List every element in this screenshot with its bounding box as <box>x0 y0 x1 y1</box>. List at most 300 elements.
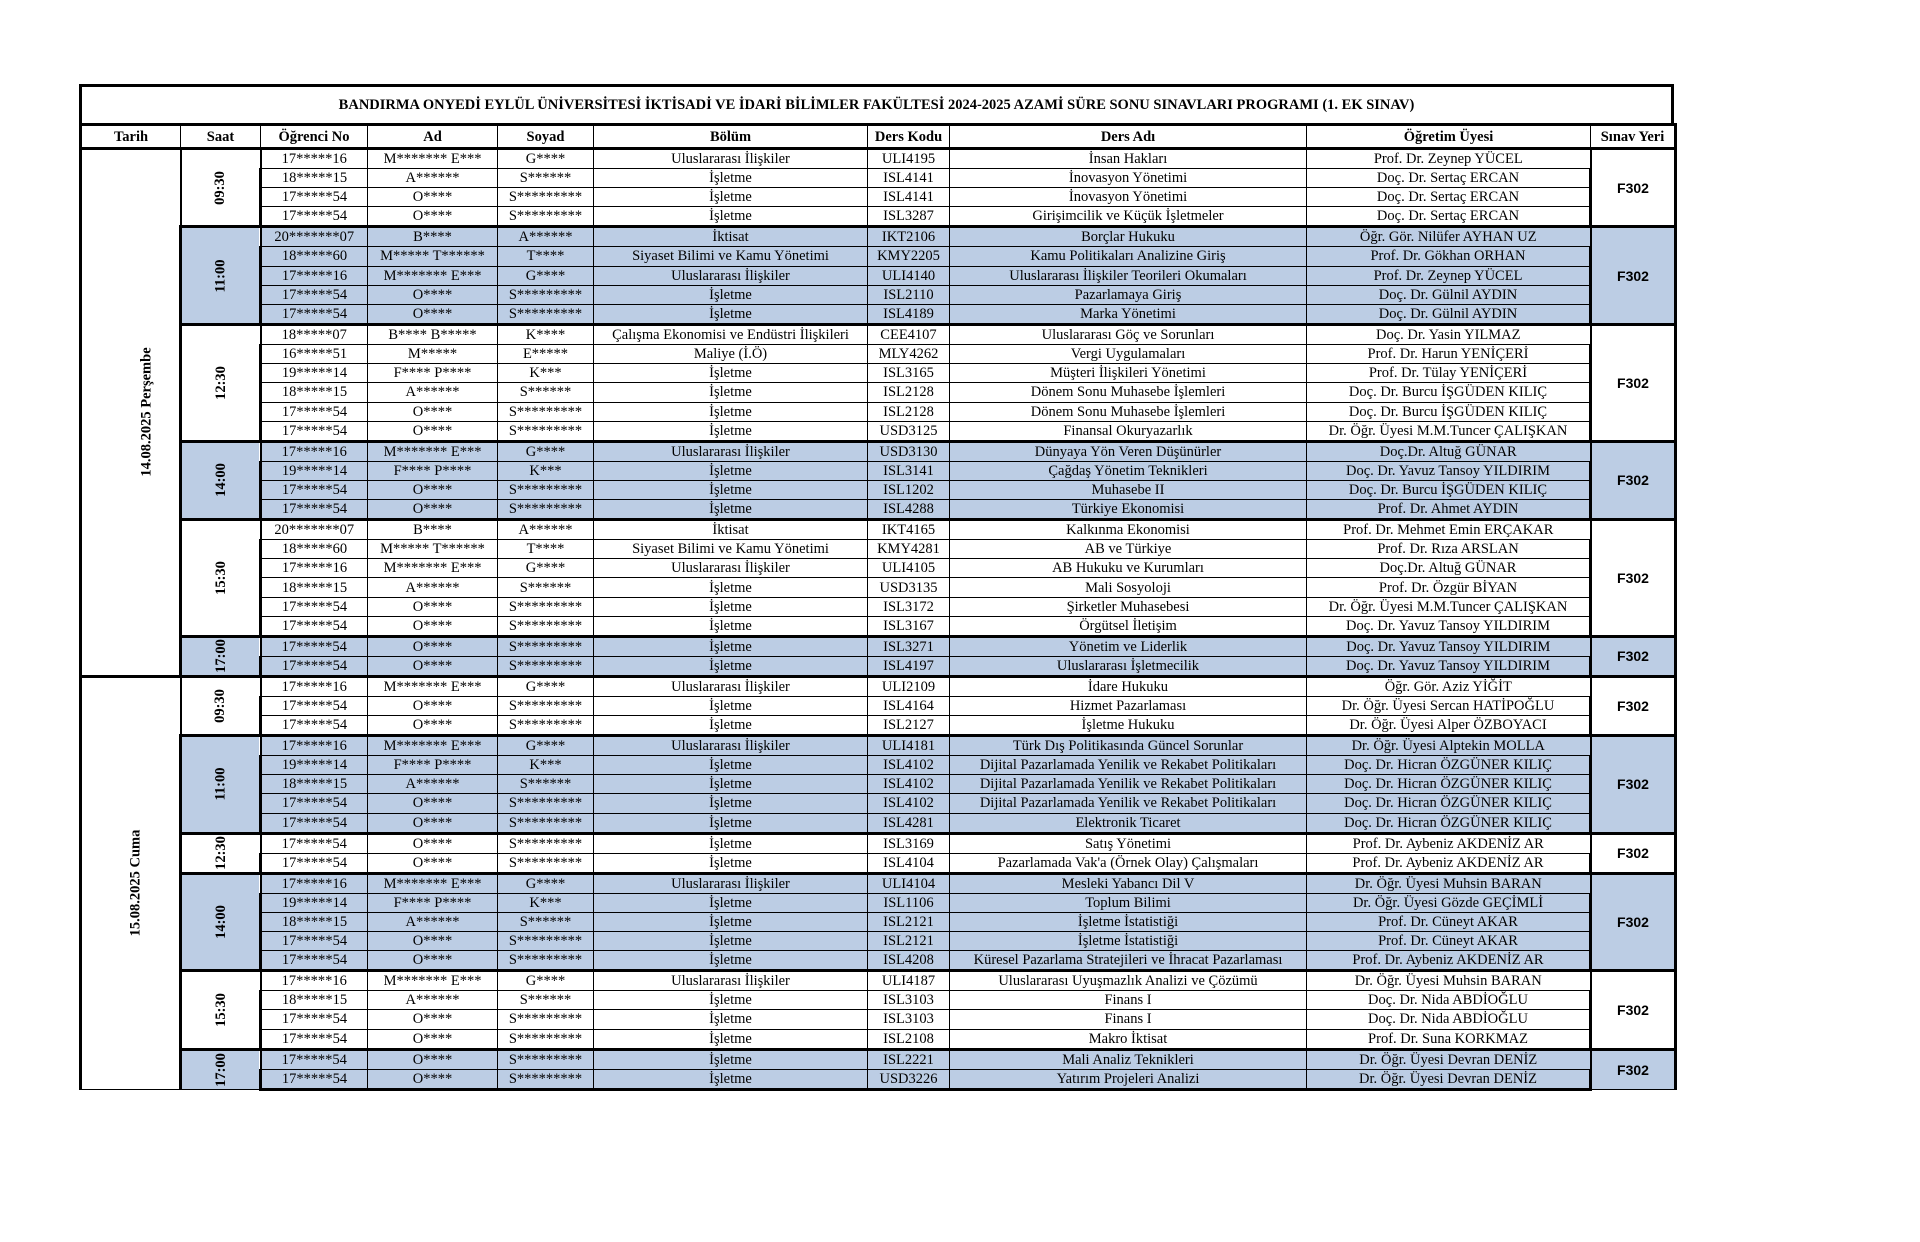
department-cell: İşletme <box>594 383 868 402</box>
document-title: BANDIRMA ONYEDİ EYLÜL ÜNİVERSİTESİ İKTİSADİ VE İDARİ BİLİMLER FAKÜLTESİ 2024-2025 AZAMİ SÜRE SONU SINAVLARI PROGRAMI (1. EK SINAV) <box>79 84 1674 123</box>
last-name-cell: S********* <box>498 421 594 441</box>
last-name-cell: K*** <box>498 461 594 480</box>
first-name-cell: M******* E*** <box>368 559 498 578</box>
time-cell <box>181 971 261 1049</box>
department-cell: İşletme <box>594 285 868 304</box>
last-name-cell: S****** <box>498 578 594 597</box>
instructor-cell: Doç. Dr. Sertaç ERCAN <box>1307 169 1591 188</box>
last-name-cell: S********* <box>498 636 594 656</box>
student-no-cell: 19*****14 <box>261 364 368 383</box>
time-label: 17:00 <box>212 639 229 674</box>
department-cell: İşletme <box>594 775 868 794</box>
instructor-cell: Prof. Dr. Gökhan ORHAN <box>1307 247 1591 266</box>
header-row <box>81 125 1676 149</box>
department-cell: Uluslararası İlişkiler <box>594 736 868 756</box>
last-name-cell: S********* <box>498 207 594 227</box>
last-name-cell: G**** <box>498 266 594 285</box>
department-cell: Uluslararası İlişkiler <box>594 971 868 991</box>
student-no-cell: 17*****54 <box>261 1029 368 1049</box>
table-row <box>81 227 1676 247</box>
exam-room-cell: F302 <box>1591 149 1676 227</box>
student-no-cell: 17*****16 <box>261 873 368 893</box>
course-name-cell: Dönem Sonu Muhasebe İşlemleri <box>950 402 1307 421</box>
course-name-cell: Türk Dış Politikasında Güncel Sorunlar <box>950 736 1307 756</box>
department-cell: İşletme <box>594 636 868 656</box>
course-code-cell: ISL4102 <box>868 775 950 794</box>
student-no-cell: 17*****54 <box>261 500 368 520</box>
first-name-cell: O**** <box>368 813 498 833</box>
table-row <box>81 1010 1676 1029</box>
table-row <box>81 383 1676 402</box>
course-name-cell: Yatırım Projeleri Analizi <box>950 1069 1307 1089</box>
first-name-cell: O**** <box>368 480 498 499</box>
course-name-cell: Küresel Pazarlama Stratejileri ve İhracat Pazarlaması <box>950 951 1307 971</box>
table-row <box>81 285 1676 304</box>
first-name-cell: A****** <box>368 775 498 794</box>
first-name-cell: O**** <box>368 656 498 676</box>
course-name-cell: Dijital Pazarlamada Yenilik ve Rekabet Politikaları <box>950 756 1307 775</box>
time-cell <box>181 676 261 735</box>
student-no-cell: 17*****54 <box>261 656 368 676</box>
first-name-cell: O**** <box>368 1049 498 1069</box>
last-name-cell: S********* <box>498 500 594 520</box>
date-cell <box>81 676 181 1089</box>
student-no-cell: 18*****15 <box>261 775 368 794</box>
course-name-cell: Borçlar Hukuku <box>950 227 1307 247</box>
col-header-course-name: Ders Adı <box>950 125 1307 149</box>
department-cell: Uluslararası İlişkiler <box>594 266 868 285</box>
course-code-cell: ISL3167 <box>868 616 950 636</box>
date-label: 14.08.2025 Perşembe <box>138 347 155 478</box>
last-name-cell: S********* <box>498 304 594 324</box>
first-name-cell: O**** <box>368 402 498 421</box>
department-cell: Siyaset Bilimi ve Kamu Yönetimi <box>594 540 868 559</box>
course-name-cell: Vergi Uygulamaları <box>950 344 1307 363</box>
student-no-cell: 17*****16 <box>261 149 368 169</box>
student-no-cell: 17*****54 <box>261 716 368 736</box>
instructor-cell: Prof. Dr. Zeynep YÜCEL <box>1307 149 1591 169</box>
student-no-cell: 18*****60 <box>261 247 368 266</box>
instructor-cell: Prof. Dr. Aybeniz AKDENİZ AR <box>1307 853 1591 873</box>
course-name-cell: Finans I <box>950 991 1307 1010</box>
student-no-cell: 17*****54 <box>261 421 368 441</box>
last-name-cell: S********* <box>498 1049 594 1069</box>
first-name-cell: O**** <box>368 500 498 520</box>
instructor-cell: Doç. Dr. Burcu İŞGÜDEN KILIÇ <box>1307 402 1591 421</box>
table-row <box>81 616 1676 636</box>
last-name-cell: S********* <box>498 853 594 873</box>
instructor-cell: Dr. Öğr. Üyesi M.M.Tuncer ÇALIŞKAN <box>1307 597 1591 616</box>
department-cell: Uluslararası İlişkiler <box>594 149 868 169</box>
course-name-cell: İnovasyon Yönetimi <box>950 169 1307 188</box>
course-code-cell: ULI4181 <box>868 736 950 756</box>
instructor-cell: Prof. Dr. Ahmet AYDIN <box>1307 500 1591 520</box>
student-no-cell: 18*****15 <box>261 912 368 931</box>
first-name-cell: M***** <box>368 344 498 363</box>
instructor-cell: Prof. Dr. Aybeniz AKDENİZ AR <box>1307 833 1591 853</box>
course-code-cell: ISL2121 <box>868 931 950 950</box>
first-name-cell: O**** <box>368 597 498 616</box>
course-name-cell: İşletme Hukuku <box>950 716 1307 736</box>
first-name-cell: O**** <box>368 207 498 227</box>
last-name-cell: S********* <box>498 716 594 736</box>
first-name-cell: B**** <box>368 227 498 247</box>
course-name-cell: Yönetim ve Liderlik <box>950 636 1307 656</box>
course-code-cell: MLY4262 <box>868 344 950 363</box>
student-no-cell: 17*****54 <box>261 207 368 227</box>
table-row <box>81 912 1676 931</box>
time-cell <box>181 636 261 676</box>
course-code-cell: CEE4107 <box>868 324 950 344</box>
course-code-cell: USD3135 <box>868 578 950 597</box>
department-cell: İşletme <box>594 813 868 833</box>
first-name-cell: B**** <box>368 520 498 540</box>
table-row <box>81 1029 1676 1049</box>
last-name-cell: T**** <box>498 540 594 559</box>
course-code-cell: ISL3169 <box>868 833 950 853</box>
first-name-cell: A****** <box>368 912 498 931</box>
department-cell: İşletme <box>594 794 868 813</box>
course-code-cell: ISL3287 <box>868 207 950 227</box>
course-name-cell: İnsan Hakları <box>950 149 1307 169</box>
student-no-cell: 17*****54 <box>261 1049 368 1069</box>
first-name-cell: O**** <box>368 1029 498 1049</box>
col-header-student-no: Öğrenci No <box>261 125 368 149</box>
last-name-cell: G**** <box>498 149 594 169</box>
last-name-cell: K**** <box>498 324 594 344</box>
course-name-cell: Makro İktisat <box>950 1029 1307 1049</box>
exam-room-cell: F302 <box>1591 227 1676 325</box>
student-no-cell: 18*****15 <box>261 578 368 597</box>
time-label: 12:30 <box>212 836 229 870</box>
time-label: 14:00 <box>212 463 229 498</box>
course-code-cell: ISL1202 <box>868 480 950 499</box>
first-name-cell: O**** <box>368 616 498 636</box>
student-no-cell: 17*****54 <box>261 304 368 324</box>
course-name-cell: Kamu Politikaları Analizine Giriş <box>950 247 1307 266</box>
last-name-cell: S********* <box>498 616 594 636</box>
table-row <box>81 971 1676 991</box>
course-code-cell: ISL4102 <box>868 794 950 813</box>
instructor-cell: Doç. Dr. Hicran ÖZGÜNER KILIÇ <box>1307 813 1591 833</box>
time-cell <box>181 227 261 325</box>
student-no-cell: 19*****14 <box>261 893 368 912</box>
exam-room-cell: F302 <box>1591 324 1676 441</box>
instructor-cell: Doç. Dr. Yavuz Tansoy YILDIRIM <box>1307 636 1591 656</box>
table-row <box>81 991 1676 1010</box>
course-code-cell: ISL4141 <box>868 169 950 188</box>
table-row <box>81 597 1676 616</box>
department-cell: İşletme <box>594 364 868 383</box>
first-name-cell: O**** <box>368 188 498 207</box>
student-no-cell: 17*****54 <box>261 1010 368 1029</box>
course-name-cell: Finansal Okuryazarlık <box>950 421 1307 441</box>
instructor-cell: Doç. Dr. Hicran ÖZGÜNER KILIÇ <box>1307 794 1591 813</box>
department-cell: İşletme <box>594 656 868 676</box>
instructor-cell: Öğr. Gör. Nilüfer AYHAN UZ <box>1307 227 1591 247</box>
student-no-cell: 17*****16 <box>261 559 368 578</box>
col-header-date: Tarih <box>81 125 181 149</box>
student-no-cell: 17*****54 <box>261 1069 368 1089</box>
department-cell: İşletme <box>594 853 868 873</box>
department-cell: İşletme <box>594 616 868 636</box>
instructor-cell: Dr. Öğr. Üyesi Muhsin BARAN <box>1307 873 1591 893</box>
course-code-cell: ISL2108 <box>868 1029 950 1049</box>
course-name-cell: Toplum Bilimi <box>950 893 1307 912</box>
department-cell: İşletme <box>594 1010 868 1029</box>
department-cell: İktisat <box>594 520 868 540</box>
student-no-cell: 17*****54 <box>261 636 368 656</box>
last-name-cell: T**** <box>498 247 594 266</box>
student-no-cell: 17*****54 <box>261 402 368 421</box>
student-no-cell: 17*****54 <box>261 616 368 636</box>
last-name-cell: S********* <box>498 285 594 304</box>
time-cell <box>181 1049 261 1089</box>
first-name-cell: O**** <box>368 951 498 971</box>
course-code-cell: IKT2106 <box>868 227 950 247</box>
course-code-cell: ULI4140 <box>868 266 950 285</box>
department-cell: İşletme <box>594 188 868 207</box>
course-name-cell: AB ve Türkiye <box>950 540 1307 559</box>
exam-room-cell: F302 <box>1591 736 1676 834</box>
course-name-cell: Dünyaya Yön Veren Düşünürler <box>950 441 1307 461</box>
course-code-cell: ISL2221 <box>868 1049 950 1069</box>
table-row <box>81 480 1676 499</box>
course-name-cell: Girişimcilik ve Küçük İşletmeler <box>950 207 1307 227</box>
first-name-cell: F**** P**** <box>368 893 498 912</box>
student-no-cell: 19*****14 <box>261 461 368 480</box>
department-cell: Siyaset Bilimi ve Kamu Yönetimi <box>594 247 868 266</box>
student-no-cell: 17*****54 <box>261 853 368 873</box>
table-row <box>81 169 1676 188</box>
student-no-cell: 18*****15 <box>261 383 368 402</box>
department-cell: İşletme <box>594 578 868 597</box>
first-name-cell: O**** <box>368 794 498 813</box>
course-code-cell: ISL1106 <box>868 893 950 912</box>
instructor-cell: Doç. Dr. Yavuz Tansoy YILDIRIM <box>1307 461 1591 480</box>
table-row <box>81 324 1676 344</box>
col-header-time: Saat <box>181 125 261 149</box>
last-name-cell: E***** <box>498 344 594 363</box>
department-cell: Uluslararası İlişkiler <box>594 676 868 696</box>
first-name-cell: O**** <box>368 304 498 324</box>
time-label: 14:00 <box>212 904 229 939</box>
course-name-cell: Mesleki Yabancı Dil V <box>950 873 1307 893</box>
department-cell: İşletme <box>594 696 868 715</box>
first-name-cell: M******* E*** <box>368 873 498 893</box>
department-cell: İşletme <box>594 597 868 616</box>
last-name-cell: S********* <box>498 1069 594 1089</box>
course-code-cell: KMY2205 <box>868 247 950 266</box>
table-row <box>81 736 1676 756</box>
last-name-cell: S********* <box>498 1010 594 1029</box>
department-cell: İşletme <box>594 1069 868 1089</box>
course-code-cell: ISL3172 <box>868 597 950 616</box>
table-row <box>81 149 1676 169</box>
student-no-cell: 17*****54 <box>261 188 368 207</box>
table-row <box>81 775 1676 794</box>
time-label: 15:30 <box>212 992 229 1027</box>
course-code-cell: ISL4208 <box>868 951 950 971</box>
instructor-cell: Dr. Öğr. Üyesi Sercan HATİPOĞLU <box>1307 696 1591 715</box>
student-no-cell: 20*******07 <box>261 520 368 540</box>
course-code-cell: ISL4141 <box>868 188 950 207</box>
instructor-cell: Dr. Öğr. Üyesi Devran DENİZ <box>1307 1049 1591 1069</box>
table-row <box>81 441 1676 461</box>
table-row <box>81 1069 1676 1089</box>
last-name-cell: G**** <box>498 676 594 696</box>
first-name-cell: O**** <box>368 636 498 656</box>
table-row <box>81 421 1676 441</box>
student-no-cell: 17*****16 <box>261 971 368 991</box>
department-cell: Uluslararası İlişkiler <box>594 559 868 578</box>
table-row <box>81 1049 1676 1069</box>
first-name-cell: M******* E*** <box>368 971 498 991</box>
exam-room-cell: F302 <box>1591 873 1676 971</box>
last-name-cell: S****** <box>498 775 594 794</box>
date-cell <box>81 149 181 677</box>
course-code-cell: ISL4164 <box>868 696 950 715</box>
course-name-cell: İdare Hukuku <box>950 676 1307 696</box>
time-label: 11:00 <box>212 767 229 801</box>
instructor-cell: Doç. Dr. Nida ABDİOĞLU <box>1307 991 1591 1010</box>
course-code-cell: ULI4195 <box>868 149 950 169</box>
instructor-cell: Prof. Dr. Cüneyt AKAR <box>1307 912 1591 931</box>
course-name-cell: Marka Yönetimi <box>950 304 1307 324</box>
department-cell: İşletme <box>594 991 868 1010</box>
last-name-cell: S********* <box>498 813 594 833</box>
course-name-cell: İnovasyon Yönetimi <box>950 188 1307 207</box>
exam-room-cell: F302 <box>1591 833 1676 873</box>
last-name-cell: S********* <box>498 794 594 813</box>
first-name-cell: O**** <box>368 1069 498 1089</box>
course-code-cell: ISL4288 <box>868 500 950 520</box>
department-cell: Çalışma Ekonomisi ve Endüstri İlişkileri <box>594 324 868 344</box>
student-no-cell: 17*****54 <box>261 696 368 715</box>
instructor-cell: Dr. Öğr. Üyesi Gözde GEÇİMLİ <box>1307 893 1591 912</box>
student-no-cell: 17*****16 <box>261 441 368 461</box>
instructor-cell: Doç.Dr. Altuğ GÜNAR <box>1307 441 1591 461</box>
last-name-cell: G**** <box>498 873 594 893</box>
first-name-cell: A****** <box>368 991 498 1010</box>
first-name-cell: O**** <box>368 421 498 441</box>
first-name-cell: O**** <box>368 853 498 873</box>
time-label: 15:30 <box>212 561 229 595</box>
instructor-cell: Prof. Dr. Zeynep YÜCEL <box>1307 266 1591 285</box>
time-cell <box>181 441 261 519</box>
time-label: 11:00 <box>212 259 229 293</box>
course-code-cell: ULI4104 <box>868 873 950 893</box>
table-row <box>81 540 1676 559</box>
exam-room-cell: F302 <box>1591 971 1676 1049</box>
last-name-cell: K*** <box>498 364 594 383</box>
table-row <box>81 188 1676 207</box>
instructor-cell: Doç. Dr. Gülnil AYDIN <box>1307 304 1591 324</box>
table-row <box>81 636 1676 656</box>
first-name-cell: O**** <box>368 931 498 950</box>
first-name-cell: O**** <box>368 833 498 853</box>
exam-room-cell: F302 <box>1591 1049 1676 1089</box>
time-cell <box>181 873 261 971</box>
table-row <box>81 833 1676 853</box>
first-name-cell: F**** P**** <box>368 364 498 383</box>
exam-room-cell: F302 <box>1591 636 1676 676</box>
course-code-cell: ISL4104 <box>868 853 950 873</box>
student-no-cell: 17*****16 <box>261 736 368 756</box>
course-name-cell: Dijital Pazarlamada Yenilik ve Rekabet Politikaları <box>950 794 1307 813</box>
table-row <box>81 853 1676 873</box>
student-no-cell: 17*****54 <box>261 597 368 616</box>
table-row <box>81 402 1676 421</box>
course-code-cell: ISL2110 <box>868 285 950 304</box>
first-name-cell: M******* E*** <box>368 149 498 169</box>
course-code-cell: ISL2121 <box>868 912 950 931</box>
time-cell <box>181 736 261 834</box>
course-name-cell: İşletme İstatistiği <box>950 931 1307 950</box>
instructor-cell: Dr. Öğr. Üyesi Devran DENİZ <box>1307 1069 1591 1089</box>
last-name-cell: G**** <box>498 736 594 756</box>
student-no-cell: 18*****07 <box>261 324 368 344</box>
course-code-cell: ISL3271 <box>868 636 950 656</box>
course-name-cell: Türkiye Ekonomisi <box>950 500 1307 520</box>
instructor-cell: Prof. Dr. Harun YENİÇERİ <box>1307 344 1591 363</box>
first-name-cell: A****** <box>368 169 498 188</box>
last-name-cell: S********* <box>498 188 594 207</box>
first-name-cell: F**** P**** <box>368 461 498 480</box>
first-name-cell: M******* E*** <box>368 676 498 696</box>
instructor-cell: Prof. Dr. Tülay YENİÇERİ <box>1307 364 1591 383</box>
department-cell: İşletme <box>594 421 868 441</box>
course-code-cell: ISL3141 <box>868 461 950 480</box>
student-no-cell: 17*****54 <box>261 833 368 853</box>
course-code-cell: IKT4165 <box>868 520 950 540</box>
course-name-cell: Dönem Sonu Muhasebe İşlemleri <box>950 383 1307 402</box>
department-cell: İşletme <box>594 500 868 520</box>
last-name-cell: S****** <box>498 383 594 402</box>
course-name-cell: Mali Analiz Teknikleri <box>950 1049 1307 1069</box>
course-name-cell: Dijital Pazarlamada Yenilik ve Rekabet Politikaları <box>950 775 1307 794</box>
last-name-cell: S****** <box>498 169 594 188</box>
last-name-cell: G**** <box>498 441 594 461</box>
department-cell: İşletme <box>594 207 868 227</box>
time-label: 09:30 <box>212 170 229 205</box>
department-cell: İşletme <box>594 169 868 188</box>
col-header-first-name: Ad <box>368 125 498 149</box>
last-name-cell: S****** <box>498 912 594 931</box>
last-name-cell: G**** <box>498 559 594 578</box>
first-name-cell: O**** <box>368 285 498 304</box>
department-cell: Uluslararası İlişkiler <box>594 873 868 893</box>
course-code-cell: ISL2128 <box>868 402 950 421</box>
last-name-cell: S********* <box>498 480 594 499</box>
table-row <box>81 364 1676 383</box>
table-row <box>81 266 1676 285</box>
department-cell: Maliye (İ.Ö) <box>594 344 868 363</box>
last-name-cell: S********* <box>498 696 594 715</box>
schedule-body <box>81 149 1676 1090</box>
instructor-cell: Prof. Dr. Rıza ARSLAN <box>1307 540 1591 559</box>
student-no-cell: 17*****54 <box>261 794 368 813</box>
course-code-cell: ULI4105 <box>868 559 950 578</box>
department-cell: Uluslararası İlişkiler <box>594 441 868 461</box>
course-name-cell: Pazarlamaya Giriş <box>950 285 1307 304</box>
table-row <box>81 500 1676 520</box>
instructor-cell: Dr. Öğr. Üyesi Alptekin MOLLA <box>1307 736 1591 756</box>
course-name-cell: Uluslararası İşletmecilik <box>950 656 1307 676</box>
instructor-cell: Prof. Dr. Suna KORKMAZ <box>1307 1029 1591 1049</box>
last-name-cell: G**** <box>498 971 594 991</box>
first-name-cell: M******* E*** <box>368 266 498 285</box>
